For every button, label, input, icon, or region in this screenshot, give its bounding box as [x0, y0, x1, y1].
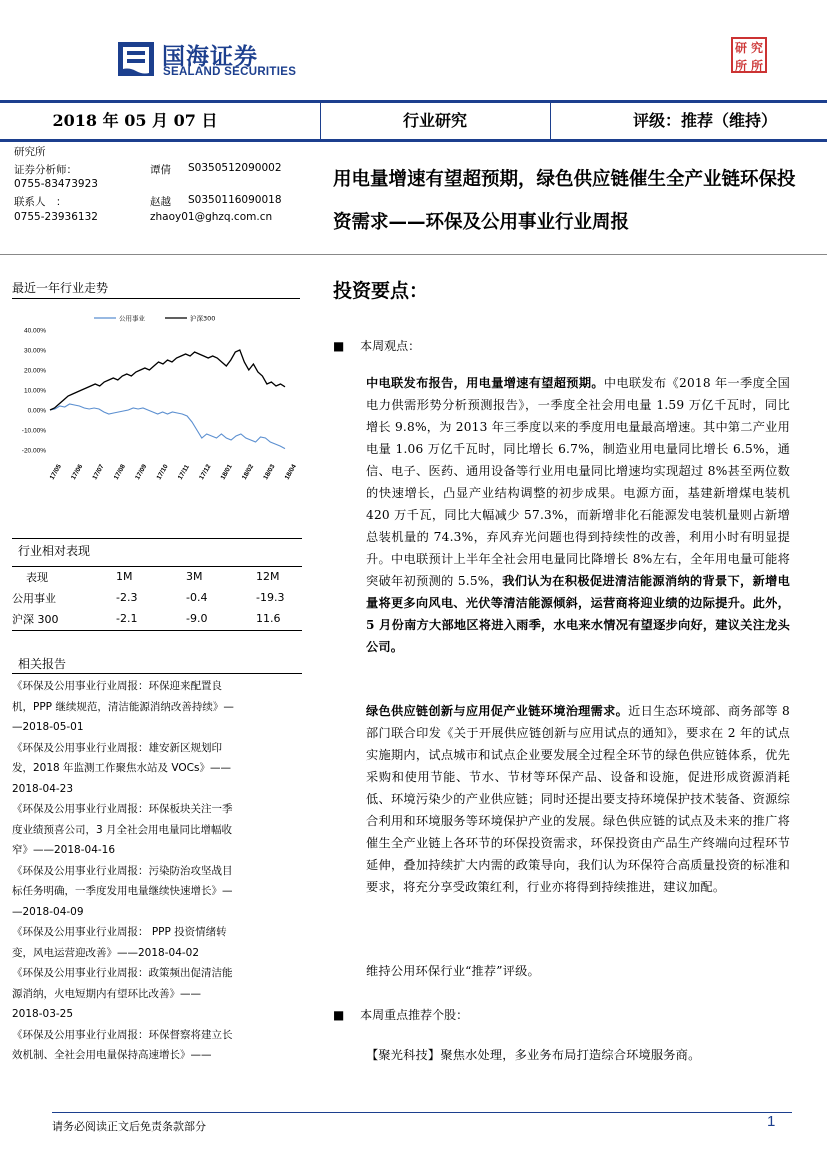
- x-tick-label: 18/03: [262, 463, 277, 481]
- perf-title: 行业相对表现: [18, 544, 91, 558]
- list-item[interactable]: 《环保及公用事业行业周报： PPP 投资情绪转 变，风电运营迎改善》——2018-04-02: [12, 926, 227, 959]
- y-tick-label: -20.00%: [21, 447, 46, 455]
- table-row: 表现 1M 3M 12M: [26, 570, 280, 584]
- x-tick-label: 18/01: [219, 463, 234, 481]
- list-item[interactable]: 《环保及公用事业行业周报：政策频出促清洁能 源消纳，火电短期内有望环比改善》—— 2018-03-25: [12, 967, 233, 1020]
- list-item[interactable]: 《环保及公用事业行业周报：环保板块关注一季 度业绩预喜公司，3 月全社会用电量同比增幅收 窄》——2018-04-16: [12, 803, 233, 856]
- series-line-utilities: [50, 404, 285, 449]
- y-tick-label: 20.00%: [23, 367, 46, 375]
- analyst-name: 谭倩: [150, 164, 171, 176]
- contact-cert: S0350116090018: [188, 194, 282, 206]
- list-item[interactable]: 《环保及公用事业行业周报：污染防治攻坚战目 标任务明确，一季度发用电量继续快速增长》— —2018-04-09: [12, 864, 233, 918]
- perf-table: [12, 566, 302, 629]
- research-seal: 研 究 所 所: [731, 37, 767, 73]
- paragraph-green-supply: 绿色供应链创新与应用促产业链环境治理需求。近日生态环境部、商务部等 8 部门联合印发《关于开展供应链创新与应用试点的通知》，要求在 2 年的试点实施期内，试点城市和试点企业要发展全过程全环节的绿色供应链体系，优先采购和使用节能、节水、节材等环保产品、设备和设施，促进形成资源消耗低、环境污染少的产业供应链；同时还提出要支持环境保护技术装备、资源综合利用和环境服务等环境保护产业的发展。绿色供应链的试点及未来的推广将催生全产业链上各环节的环保投资需求，环保投资由产品生产终端向过程环节延伸，叠加持续扩大内需的政策导向，我们认为环保符合高质量投资的标准和要求，将充分享受政策红利，行业亦将得到持续推进，建议加配。: [366, 704, 791, 894]
- table-row: 沪深 300 -2.1 -9.0 11.6: [12, 612, 281, 626]
- bullet-stocks: ■ 本周重点推荐个股：: [333, 1008, 469, 1022]
- related-reports: [12, 676, 302, 1066]
- analyst-label: 证券分析师：: [14, 164, 77, 176]
- x-tick-label: 17/05: [48, 463, 63, 481]
- legend-label: 公用事业: [119, 314, 145, 323]
- page-number: 1: [767, 1113, 776, 1130]
- x-tick-label: 17/10: [155, 463, 170, 481]
- bullet-view: ■ 本周观点：: [333, 339, 421, 353]
- square-bullet-icon: ■: [333, 1008, 345, 1022]
- series-line-hs300: [50, 350, 285, 410]
- report-topbar: [0, 100, 827, 142]
- trend-title: 最近一年行业走势: [12, 281, 109, 295]
- x-tick-label: 17/08: [112, 463, 127, 481]
- y-tick-label: 10.00%: [23, 387, 46, 395]
- report-date: 2018 年 05 月 07 日: [52, 111, 218, 130]
- institute-label: 研究所: [14, 146, 46, 158]
- x-tick-label: 18/02: [240, 463, 256, 481]
- legend-label: 沪深300: [190, 314, 216, 323]
- x-tick-label: 17/07: [91, 463, 106, 481]
- x-tick-label: 17/11: [176, 463, 191, 481]
- contact-name: 赵越: [150, 196, 171, 208]
- x-tick-label: 17/09: [134, 463, 149, 481]
- x-tick-label: 17/06: [70, 463, 85, 481]
- disclaimer-note: 请务必阅读正文后免责条款部分: [52, 1120, 206, 1133]
- sealand-logo-icon: [115, 38, 157, 80]
- brand-name-cn: 国海证券: [162, 44, 258, 70]
- contact-label: 联系人 ：: [14, 196, 67, 208]
- y-tick-label: 30.00%: [23, 347, 46, 355]
- report-title: 用电量增速有望超预期，绿色供应链催生全产业链环保投资需求——环保及公用事业行业周报: [333, 169, 796, 233]
- y-tick-label: -10.00%: [21, 427, 46, 435]
- square-bullet-icon: ■: [333, 339, 345, 353]
- report-rating: 评级：推荐（维持）: [632, 111, 777, 130]
- paragraph-electricity: 中电联发布报告，用电量增速有望超预期。中电联发布《2018 年一季度全国电力供需形势分析预测报告》，一季度全社会用电量 1.59 万亿千瓦时，同比增长 9.8%，为 2013 年三季度以来的季度用电量最高增速。其中第二产业用电量 1.06 万亿千瓦时，同比增长 6.7%，制造业用电量同比增长 6.5%，通信、电子、医药、通用设备等行业用电量同比增速均实现超过 8%甚至两位数的快速增长，凸显产业结构调整的初步成果。电源方面，基建新增煤电装机 420 万千瓦，同比大幅减少 57.3%，而新增非化石能源发电装机量则占新增总装机量的 74.3%，弃风弃光问题也得到持续性的改善，利用小时有明显提升。中电联预计上半年全社会用电量同比降增长 8%左右，全年用电量可能将突破年初预测的 5.5%，我们认为在积极促进清洁能源消纳的背景下，新增电量将更多向风电、光伏等清洁能源倾斜，运营商将迎业绩的边际提升。此外，5 月份南方大部地区将进入雨季，水电来水情况有望逐步向好，建议关注龙头公司。: [366, 376, 790, 654]
- key-points-heading: 投资要点：: [333, 280, 429, 302]
- x-tick-label: 18/04: [283, 463, 298, 481]
- stock-pick: 【聚光科技】聚焦水处理，多业务布局打造综合环境服务商。: [366, 1048, 701, 1062]
- x-tick-label: 17/12: [198, 463, 213, 481]
- brand-name-en: SEALAND SECURITIES: [163, 66, 297, 78]
- list-item[interactable]: 《环保及公用事业行业周报：雄安新区规划印 发，2018 年监测工作聚焦水站及 VOCs》—— 2018-04-23: [12, 741, 231, 795]
- table-row: 公用事业 -2.3 -0.4 -19.3: [12, 591, 285, 605]
- report-category: 行业研究: [402, 111, 467, 130]
- paragraph-rating: 维持公用环保行业“推荐”评级。: [366, 964, 540, 978]
- reports-title: 相关报告: [18, 657, 67, 671]
- analyst-cert: S0350512090002: [188, 162, 282, 174]
- contact-email[interactable]: zhaoy01@ghzq.com.cn: [150, 211, 273, 223]
- analyst-phone: 0755-83473923: [14, 178, 98, 190]
- trend-chart: [10, 308, 310, 488]
- y-tick-label: 0.00%: [27, 407, 46, 415]
- contact-phone: 0755-23936132: [14, 211, 98, 223]
- list-item[interactable]: 《环保及公用事业行业周报：环保迎来配置良 机，PPP 继续规范，清洁能源消纳改善持续》— —2018-05-01: [12, 680, 234, 733]
- y-tick-label: 40.00%: [23, 327, 46, 335]
- list-item[interactable]: 《环保及公用事业行业周报：环保督察将建立长 效机制、全社会用电量保持高速增长》——: [12, 1028, 233, 1061]
